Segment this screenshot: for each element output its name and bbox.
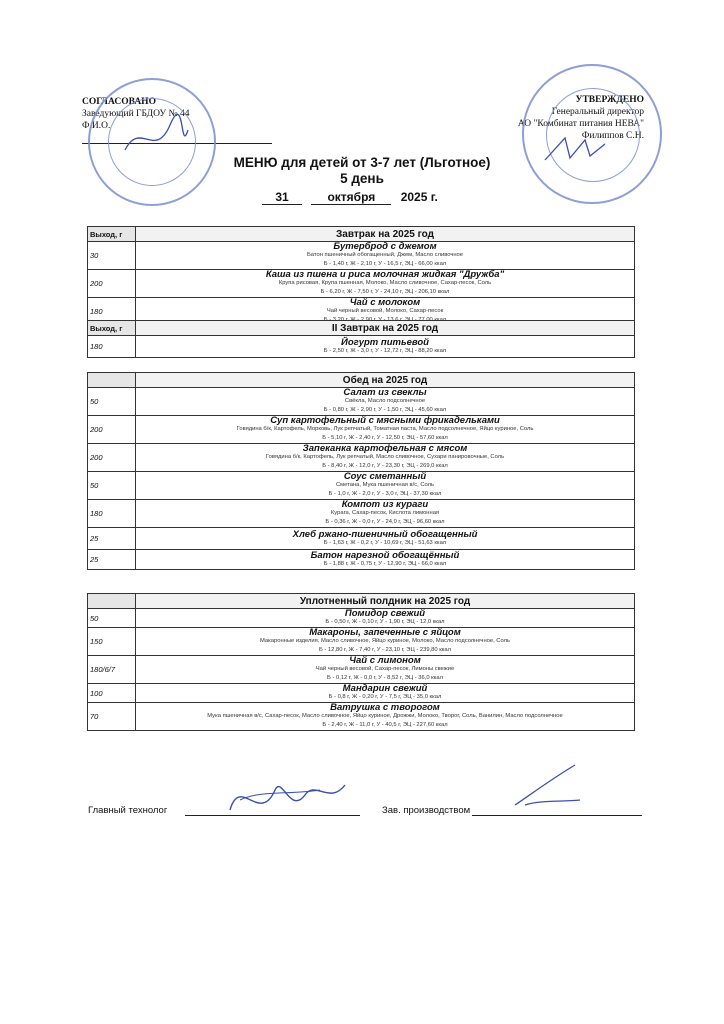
signature-technologist [220, 770, 350, 830]
dish-ingredients: Батон пшеничный обогащенный, Джем, Масло сливочное [307, 252, 463, 258]
dish-name: Чай с молоком [349, 297, 421, 308]
item-weight: 50 [88, 609, 136, 628]
menu-row [88, 472, 635, 500]
dish-ingredients: Макаронные изделия, Масло сливочное, Яйцо куриное, Молоко, Масло подсолнечное, Соль [260, 638, 510, 644]
weight-header [88, 373, 136, 388]
title-line2: 5 день [340, 171, 384, 186]
dish-ingredients: Чай черный весовой, Сахар-песок, Лимоны свежие [315, 666, 455, 672]
dish-nutrition: Б - 0,36 г, Ж - 0,0 г, У - 24,0 г, ЭЦ - 96,60 ккал [325, 519, 445, 525]
menu-row [88, 444, 635, 472]
dish-ingredients: Курага, Сахар-песок, Кислота лимонная [330, 510, 440, 516]
dish-name: Суп картофельный с мясными фрикадельками [270, 415, 500, 426]
dish-nutrition: Б - 6,20 г, Ж - 7,50 г, У - 24,10 г, ЭЦ - 206,10 ккал [320, 289, 450, 295]
dish-nutrition: Б - 0,50 г, Ж - 0,10 г, У - 1,90 г, ЭЦ - 12,0 ккал [325, 619, 445, 625]
dish-cell [136, 703, 635, 731]
menu-row [88, 270, 635, 298]
dish-nutrition: Б - 1,40 г, Ж - 2,10 г, У - 16,5 г, ЭЦ - 66,00 ккал [323, 261, 447, 267]
dish-cell [136, 628, 635, 656]
item-weight: 50 [88, 472, 136, 500]
approved-right-role: Генеральный директор [551, 107, 644, 117]
dish-nutrition: Б - 0,80 г, Ж - 2,90 г, У - 1,50 г, ЭЦ - 45,60 ккал [323, 407, 447, 413]
menu-row [88, 416, 635, 444]
section-header-row [88, 321, 635, 336]
section-title: Обед на 2025 год [136, 373, 635, 388]
dish-name: Чай с лимоном [349, 655, 421, 666]
dish-ingredients: Мука пшеничная в/с, Сахар-песок, Масло сливочное, Яйцо куриное, Дрожжи, Молоко, Творог, Соль, Ванилин, Масло подсолнечное [207, 713, 563, 719]
menu-row [88, 703, 635, 731]
dish-nutrition: Б - 5,10 г, Ж - 2,40 г, У - 12,50 г, ЭЦ - 57,60 ккал [322, 435, 448, 441]
dish-cell [136, 609, 635, 628]
dish-nutrition: Б - 0,12 г, Ж - 0,0 г, У - 8,52 г, ЭЦ - 36,0 ккал [327, 675, 443, 681]
date-day: 31 [262, 190, 302, 205]
dish-nutrition: Б - 1,63 г, Ж - 0,2 г, У - 10,69 г, ЭЦ - 51,63 ккал [323, 539, 447, 546]
item-weight: 25 [88, 550, 136, 570]
dish-name: Макароны, запеченные с яйцом [309, 627, 461, 638]
weight-header [88, 594, 136, 609]
approved-right-org: АО "Комбинат питания НЕВА" [517, 119, 644, 129]
menu-title [0, 155, 724, 187]
dish-cell [136, 528, 635, 550]
sign-right-line [472, 815, 642, 816]
weight-header: Выход, г [88, 321, 136, 336]
dish-name: Салат из свеклы [343, 387, 427, 398]
dish-ingredients: Чай черный весовой, Молоко, Сахар-песок [326, 308, 444, 314]
section-title: Уплотненный полдник на 2025 год [136, 594, 635, 609]
date-line [262, 190, 438, 205]
dish-nutrition: Б - 2,40 г, Ж - 11,0 г, У - 40,5 г, ЭЦ - 227,60 ккал [322, 722, 448, 728]
item-weight: 200 [88, 416, 136, 444]
date-month: октября [311, 190, 391, 205]
dish-name: Хлеб ржано-пшеничный обогащенный [292, 528, 478, 540]
item-weight: 30 [88, 242, 136, 270]
dish-cell [136, 336, 635, 358]
item-weight: 200 [88, 444, 136, 472]
signature-production [505, 760, 585, 815]
dish-name: Мандарин свежий [342, 683, 428, 694]
approved-left-name: Ф.И.О. [82, 121, 111, 131]
dish-ingredients: Крупа рисовая, Крупа пшенная, Молоко, Масло сливочное, Сахар-песок, Соль [278, 280, 492, 286]
menu-row [88, 628, 635, 656]
dish-nutrition: Б - 8,40 г, Ж - 12,0 г, У - 23,30 г, ЭЦ - 269,0 ккал [322, 463, 448, 469]
menu-row [88, 500, 635, 528]
dish-ingredients: Говядина б/к, Картофель, Морковь, Лук репчатый, Томатная паста, Масло подсолнечное, Яйцо куриное, Соль [236, 426, 534, 432]
dish-name: Запеканка картофельная с мясом [302, 443, 468, 454]
weight-header: Выход, г [88, 227, 136, 242]
section-table [87, 320, 635, 358]
dish-name: Ватрушка с творогом [330, 702, 440, 713]
dish-cell [136, 550, 635, 570]
section-table [87, 226, 635, 326]
dish-cell [136, 444, 635, 472]
dish-name: Йогурт питьевой [341, 336, 429, 348]
section-title: II Завтрак на 2025 год [136, 321, 635, 336]
menu-row [88, 550, 635, 570]
dish-cell [136, 472, 635, 500]
dish-name: Бутерброд с джемом [333, 241, 437, 252]
menu-row [88, 609, 635, 628]
section-header-row [88, 227, 635, 242]
approved-left-title: СОГЛАСОВАНО [82, 97, 156, 107]
item-weight: 25 [88, 528, 136, 550]
item-weight: 180 [88, 298, 136, 326]
section-header-row [88, 373, 635, 388]
dish-nutrition: Б - 1,88 г, Ж - 0,75 г, У - 12,90 г, ЭЦ - 66,0 ккал [323, 560, 447, 567]
item-weight: 100 [88, 684, 136, 703]
dish-name: Помидор свежий [344, 608, 426, 619]
item-weight: 50 [88, 388, 136, 416]
dish-name: Компот из кураги [341, 499, 429, 510]
menu-row [88, 528, 635, 550]
menu-row [88, 388, 635, 416]
item-weight: 180 [88, 336, 136, 358]
dish-cell [136, 500, 635, 528]
dish-cell [136, 684, 635, 703]
item-weight: 70 [88, 703, 136, 731]
menu-row [88, 684, 635, 703]
section-title: Завтрак на 2025 год [136, 227, 635, 242]
item-weight: 180/6/7 [88, 656, 136, 684]
dish-cell [136, 242, 635, 270]
dish-nutrition: Б - 12,80 г, Ж - 7,40 г, У - 23,10 г, ЭЦ - 239,80 ккал [318, 647, 452, 653]
dish-ingredients: Сметана, Мука пшеничная в/с, Соль [335, 482, 435, 488]
menu-row [88, 336, 635, 358]
dish-nutrition: Б - 1,0 г, Ж - 2,0 г, У - 3,0 г, ЭЦ - 37,30 ккал [328, 491, 442, 497]
dish-name: Каша из пшена и риса молочная жидкая "Дружба" [265, 269, 505, 280]
section-table [87, 593, 635, 731]
item-weight: 150 [88, 628, 136, 656]
dish-ingredients: Говядина б/к, Картофель, Лук репчатый, Масло сливочное, Сухари панировочные, Соль [265, 454, 505, 460]
date-year: 2025 г. [400, 190, 438, 204]
approved-right-title: УТВЕРЖДЕНО [575, 95, 644, 105]
section-table [87, 372, 635, 570]
dish-cell [136, 416, 635, 444]
section-header-row [88, 594, 635, 609]
menu-row [88, 242, 635, 270]
dish-cell [136, 656, 635, 684]
dish-nutrition: Б - 2,50 г, Ж - 3,0 г, У - 12,72 г, ЭЦ - 88,20 ккал [323, 347, 447, 354]
sign-right-label: Зав. производством [382, 805, 471, 816]
sign-left-label: Главный технолог [88, 805, 168, 816]
dish-ingredients: Свёкла, Масло подсолнечное [344, 398, 426, 404]
approved-right-name: Филиппов С.Н. [581, 131, 644, 141]
item-weight: 180 [88, 500, 136, 528]
dish-name: Соус сметанный [343, 471, 427, 482]
title-line1: МЕНЮ для детей от 3-7 лет (Льготное) [233, 155, 491, 170]
approved-left-role: Заведующий ГБДОУ № 44 [82, 109, 190, 119]
dish-name: Батон нарезной обогащённый [310, 549, 460, 561]
menu-row [88, 656, 635, 684]
dish-cell [136, 270, 635, 298]
dish-cell [136, 388, 635, 416]
dish-nutrition: Б - 0,8 г, Ж - 0,20 г, У - 7,5 г, ЭЦ - 35,0 ккал [328, 694, 442, 700]
item-weight: 200 [88, 270, 136, 298]
